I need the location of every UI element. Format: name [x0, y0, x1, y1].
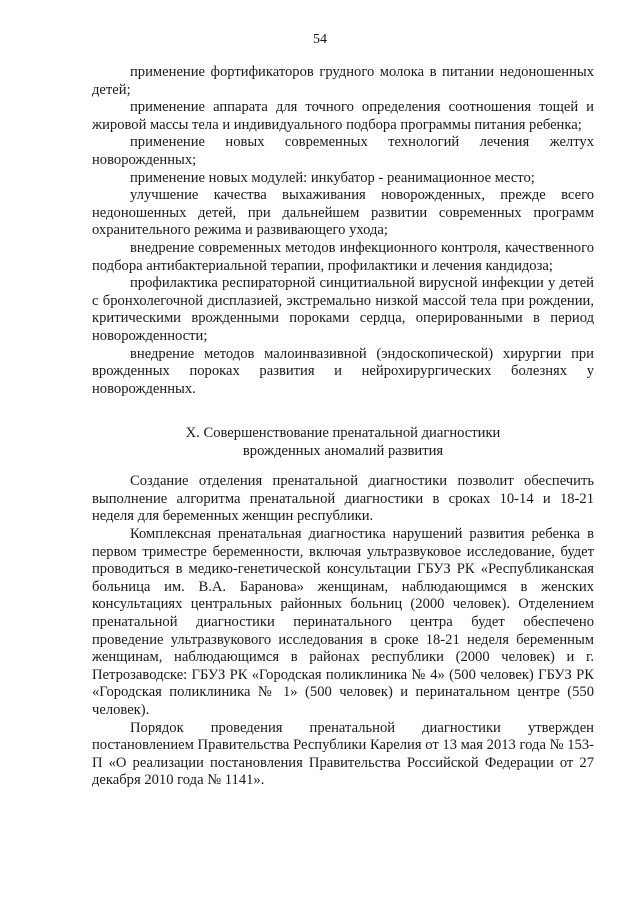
list-item: профилактика респираторной синцитиальной вирусной инфекции у детей с бронхолегочной дисплазией, экстремально низкой массой тела при рождении, критическими врожденными пороками сердца, оперированными в период новорожденности;: [92, 275, 594, 344]
section-heading-line: Х. Совершенствование пренатальной диагностики: [185, 425, 501, 442]
paragraph: Создание отделения пренатальной диагностики позволит обеспечить выполнение алгоритма пренатальной диагностики в сроках 10-14 и 18-21 неделя для беременных женщин республики.: [92, 473, 594, 525]
page-number: 54: [313, 32, 327, 47]
list-item: применение фортификаторов грудного молока в питании недоношенных детей;: [92, 64, 594, 98]
list-item: улучшение качества выхаживания новорожденных, прежде всего недоношенных детей, при дальнейшем развитии современных программ охранительного режима и развивающего ухода;: [92, 187, 594, 239]
list-item: применение аппарата для точного определения соотношения тощей и жировой массы тела и индивидуального подбора программы питания ребенка;: [92, 99, 594, 133]
paragraph: Порядок проведения пренатальной диагностики утвержден постановлением Правительства Республики Карелия от 13 мая 2013 года № 153-П «О реализации постановления Правительства Российской Федерации от 27 декабря 2010 года № 1141».: [92, 719, 594, 789]
section-heading: [92, 424, 594, 460]
list-item: применение новых современных технологий лечения желтух новорожденных;: [92, 134, 594, 168]
section-heading-line: врожденных аномалий развития: [242, 443, 444, 460]
page-content: [92, 64, 594, 790]
list-item: применение новых модулей: инкубатор - реанимационное место;: [130, 169, 535, 186]
paragraph: Комплексная пренатальная диагностика нарушений развития ребенка в первом триместре беременности, включая ультразвуковое исследование, будет проводиться в медико-генетической консультации ГБУЗ РК «Республиканская больница им. В.А. Баранова» женщинам, наблюдающимся в женских консультациях центральных районных больниц (2000 человек). Отделением пренатальной диагностики перинатального центра будет обеспечено проведение ультразвукового исследования в сроке 18-21 неделя беременным женщинам, наблюдающимся в районах республики (2000 человек) и г. Петрозаводске: ГБУЗ РК «Городская поликлиника № 4» (500 человек) ГБУЗ РК «Городская поликлиника № 1» (500 человек) и перинатальном центре (550 человек).: [92, 526, 594, 718]
list-item: внедрение современных методов инфекционного контроля, качественного подбора антибактериальной терапии, профилактики и лечения кандидоза;: [92, 239, 594, 274]
list-item: внедрение методов малоинвазивной (эндоскопической) хирургии при врожденных пороках развития и нейрохирургических болезнях у новорожденных.: [92, 345, 594, 397]
